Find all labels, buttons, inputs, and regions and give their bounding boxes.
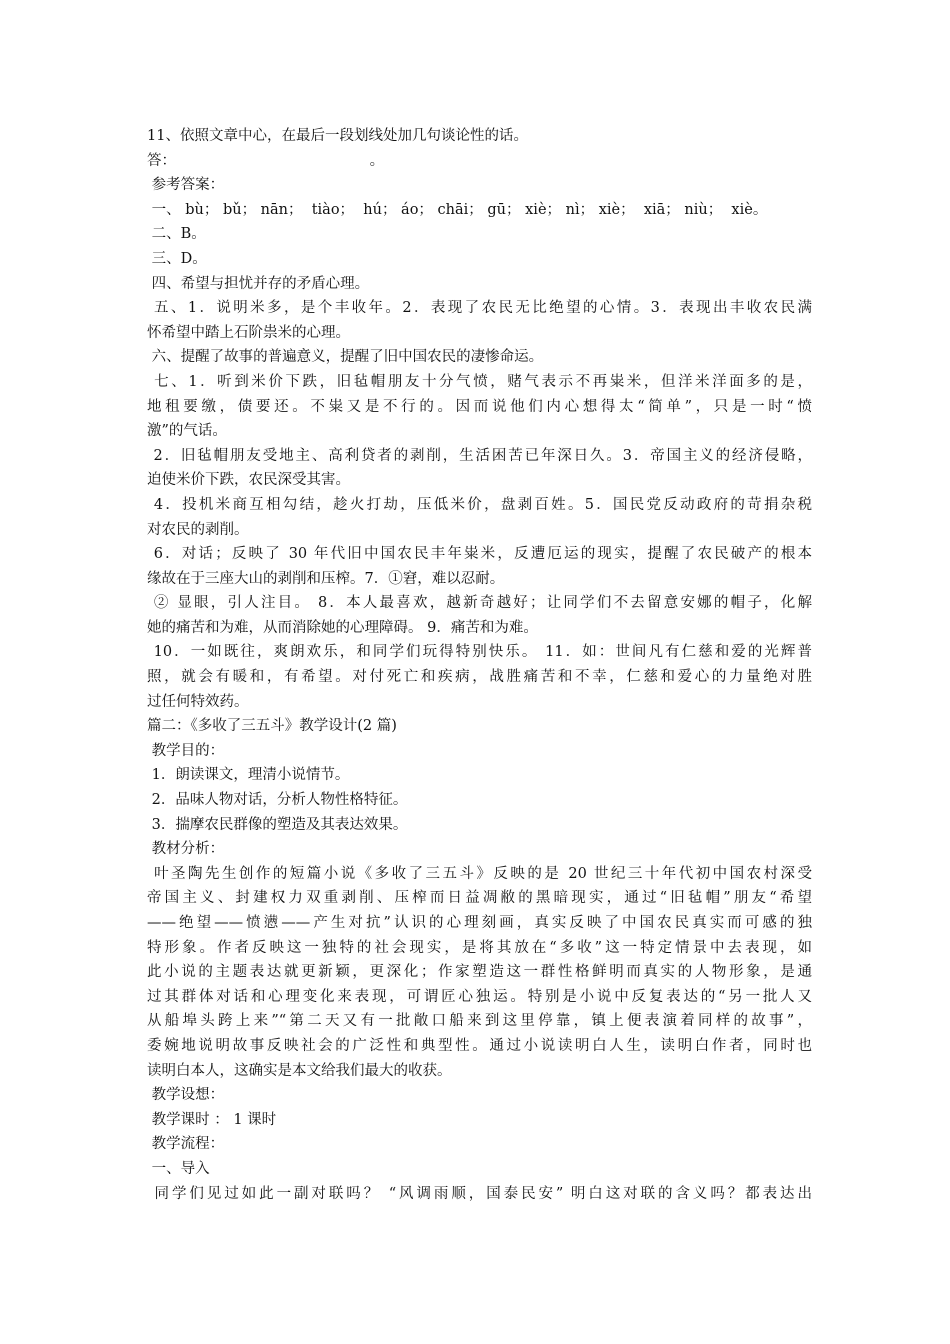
- text-line: 读明白本人，这确实是本文给我们最大的收获。: [147, 1062, 452, 1079]
- text-line: 帝国主义、封建权力双重剥削、压榨而日益凋敝的黑暗现实，通过“旧毡帽”朋友“希望: [147, 890, 812, 907]
- text-line: 六、提醒了故事的普遍意义，提醒了旧中国农民的凄惨命运。: [147, 349, 544, 366]
- text-line: 怀希望中踏上石阶祟米的心理。: [147, 324, 350, 341]
- text-line: ——绝望——愤懑——产生对抗”认识的心理刻画，真实反映了中国农民真实而可感的独: [147, 915, 812, 931]
- text-line: 2．品味人物对话，分析人物性格特征。: [147, 792, 408, 809]
- text-line: 1．朗读课文，理清小说情节。: [147, 767, 350, 784]
- text-line: 10．一如既往，爽朗欢乐，和同学们玩得特别快乐。 11．如：世间凡有仁慈和爱的光辉普: [147, 644, 812, 661]
- text-line: 此小说的主题表达就更新颖，更深化；作家塑造这一群性格鲜明而真实的人物形象，是通: [147, 964, 812, 981]
- text-line: 她的痛苦和为难，从而消除她的心理障碍。 9．痛苦和为难。: [147, 619, 538, 636]
- text-line: 教学设想：: [147, 1087, 225, 1104]
- text-line: 11、依照文章中心，在最后一段划线处加几句谈论性的话。: [147, 128, 528, 144]
- text-line: 一、 bù； bǔ； nān； tiào； hú； áo； chāi； gū； xiè； nì； xiè； xiā； niù； xiè。: [147, 201, 768, 218]
- text-line: 一、导入: [147, 1160, 210, 1177]
- text-line: 4．投机米商互相勾结，趁火打劫，压低米价，盘剥百姓。5．国民党反动政府的苛捐杂税: [147, 496, 812, 513]
- text-line: 篇二：《多收了三五斗》教学设计(2 篇): [147, 718, 397, 735]
- text-line: 教学目的：: [147, 742, 225, 759]
- text-line: 过任何特效药。: [147, 693, 249, 710]
- text-line: 教材分析：: [147, 841, 225, 858]
- text-line: 教学课时 ： 1 课时: [147, 1111, 277, 1128]
- text-line: 迫使米价下跌，农民深受其害。: [147, 472, 350, 489]
- text-line: 七、1．听到米价下跌，旧毡帽朋友十分气愤，赌气表示不再粜米，但洋米洋面多的是，: [147, 373, 812, 390]
- text-line: 教学流程：: [147, 1136, 225, 1153]
- text-line: 二、B。: [147, 226, 206, 243]
- text-line: 从船埠头跨上来”“第二天又有一批敞口船来到这里停靠，镇上便表演着同样的故事”，: [147, 1013, 812, 1030]
- text-line: 激”的气话。: [147, 423, 227, 440]
- text-line: 答： 。: [147, 152, 385, 169]
- text-line: 三、D。: [147, 250, 207, 267]
- text-line: 参考答案：: [147, 177, 225, 194]
- document-body: [147, 124, 812, 1206]
- text-line: 叶圣陶先生创作的短篇小说《多收了三五斗》反映的是 20 世纪三十年代初中国农村深受: [147, 865, 812, 882]
- text-line: 特形象。作者反映这一独特的社会现实，是将其放在“多收”这一特定情景中去表现，如: [147, 939, 812, 956]
- text-line: 缘故在于三座大山的剥削和压榨。7．①窘，难以忍耐。: [147, 570, 505, 587]
- text-line: 对农民的剥削。: [147, 521, 249, 538]
- text-line: 过其群体对话和心理变化来表现，可谓匠心独运。特别是小说中反复表达的“另一批人又: [147, 988, 812, 1005]
- text-line: 6．对话；反映了 30 年代旧中国农民丰年粜米，反遭厄运的现实，提醒了农民破产的根本: [147, 546, 812, 563]
- text-line: ② 显眼，引人注目。 8．本人最喜欢，越新奇越好；让同学们不去留意安娜的帽子，化解: [147, 595, 812, 612]
- text-line: 同学们见过如此一副对联吗？ “风调雨顺，国泰民安” 明白这对联的含义吗？都表达出: [147, 1185, 812, 1202]
- text-line: 3．揣摩农民群像的塑造及其表达效果。: [147, 816, 408, 833]
- text-line: 委婉地说明故事反映社会的广泛性和典型性。通过小说读明白人生，读明白作者，同时也: [147, 1037, 812, 1054]
- text-line: 2．旧毡帽朋友受地主、高利贷者的剥削，生活困苦已年深日久。3．帝国主义的经济侵略，: [147, 447, 812, 464]
- text-line: 照，就会有暖和，有希望。对付死亡和疾病，战胜痛苦和不幸，仁慈和爱心的力量绝对胜: [147, 669, 812, 686]
- text-line: 五、1．说明米多，是个丰收年。2．表现了农民无比绝望的心情。3．表现出丰收农民满: [147, 300, 812, 317]
- text-line: 地租要缴，债要还。不粜又是不行的。因而说他们内心想得太“简单”，只是一时“愤: [147, 398, 812, 415]
- text-line: 四、希望与担忧并存的矛盾心理。: [147, 275, 370, 292]
